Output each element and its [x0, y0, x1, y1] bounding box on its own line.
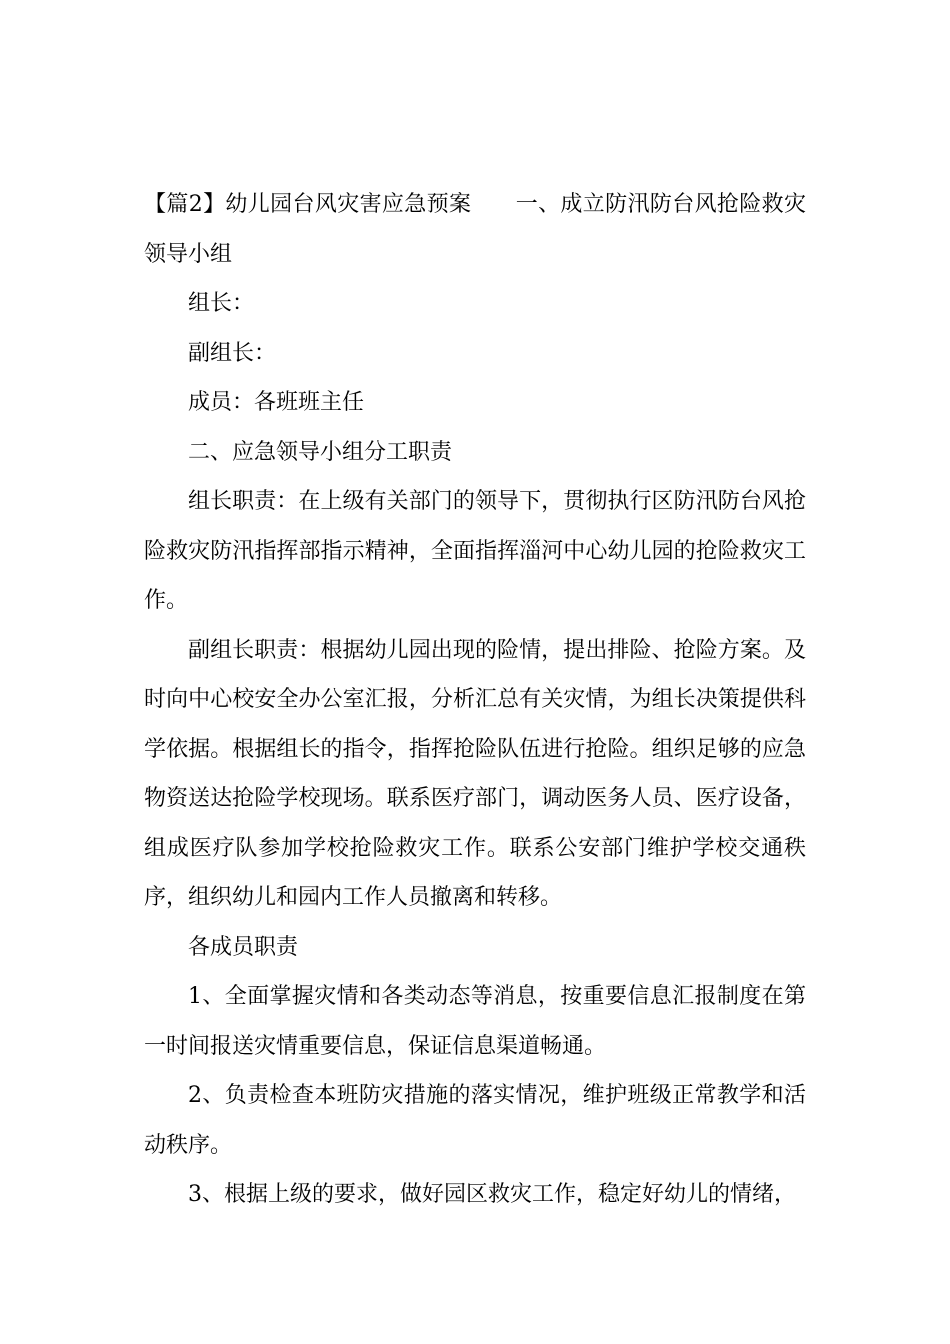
heading-section-one: 一、成立防汛防台风抢险救灾领导小组 [144, 192, 806, 267]
paragraph-members: 成员：各班班主任 [188, 390, 365, 415]
paragraph-leader-duties: 组长职责：在上级有关部门的领导下，贯彻执行区防汛防台风抢险救灾防汛指挥部指示精神，全面指挥淄河中心幼儿园的抢险救灾工作。 [144, 489, 806, 613]
section-heading-duties: 二、应急领导小组分工职责 [188, 439, 453, 465]
document-heading [144, 180, 806, 279]
paragraph-member-duties-heading: 各成员职责 [188, 934, 299, 960]
paragraph-leader: 组长： [188, 291, 255, 316]
paragraph-deputy-duties: 副组长职责：根据幼儿园出现的险情，提出排险、抢险方案。及时向中心校安全办公室汇报，分析汇总有关灾情，为组长决策提供科学依据。根据组长的指令，指挥抢险队伍进行抢险。组织足够的应急物资送达抢险学校现场。联系医疗部门，调动医务人员、医疗设备，组成医疗队参加学校抢险救灾工作。联系公安部门维护学校交通秩序，组织幼儿和园内工作人员撤离和转移。 [144, 637, 806, 910]
heading-title: 【篇2】幼儿园台风灾害应急预案 [144, 192, 472, 217]
paragraph-deputy-leader: 副组长： [188, 340, 277, 366]
list-item-2: 2、负责检查本班防灾措施的落实情况，维护班级正常教学和活动秩序。 [144, 1083, 806, 1158]
list-item-3: 3、根据上级的要求，做好园区救灾工作，稳定好幼儿的情绪， [188, 1182, 796, 1207]
list-item-1: 1、全面掌握灾情和各类动态等消息，按重要信息汇报制度在第一时间报送灾情重要信息，保证信息渠道畅通。 [144, 984, 806, 1059]
document-body [144, 180, 806, 1220]
